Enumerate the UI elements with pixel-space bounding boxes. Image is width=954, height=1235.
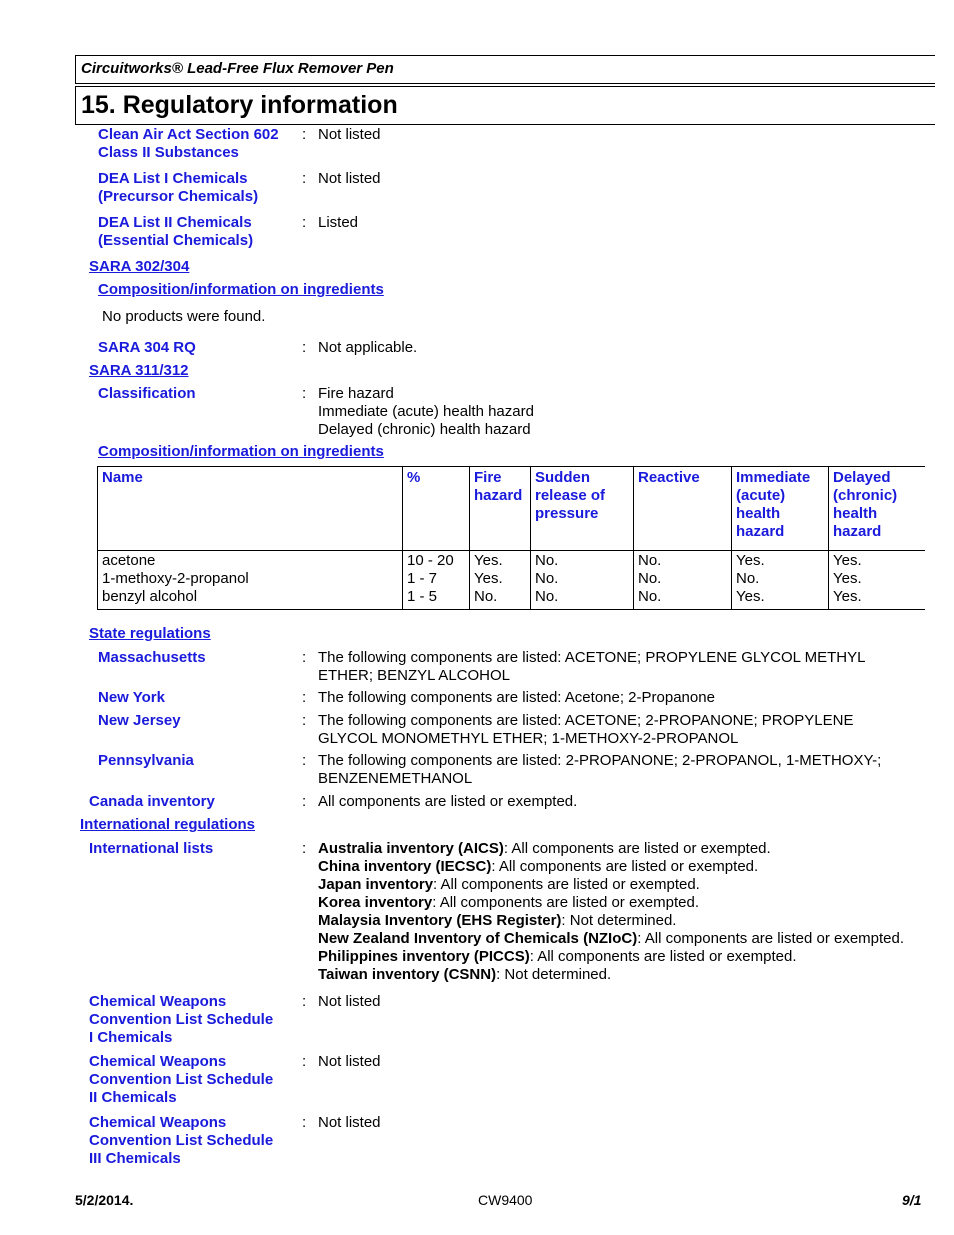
- new-york-value: The following components are listed: Acetone; 2-Propanone: [318, 689, 715, 706]
- classification-values: Fire hazard Immediate (acute) health hazard Delayed (chronic) health hazard: [318, 385, 534, 438]
- sara304-rq-label: SARA 304 RQ: [98, 339, 196, 356]
- colon: :: [302, 793, 307, 810]
- colon: :: [302, 1114, 307, 1131]
- colon: :: [302, 840, 307, 857]
- product-header: [75, 55, 935, 84]
- product-name: Circuitworks® Lead-Free Flux Remover Pen: [81, 60, 394, 77]
- new-jersey-value: The following components are listed: ACETONE; 2-PROPANONE; PROPYLENE GLYCOL MONOMETHYL ETHER; 1-METHOXY-2-PROPANOL: [318, 712, 854, 747]
- sara304-rq-value: Not applicable.: [318, 339, 418, 356]
- section-header: [75, 86, 935, 125]
- international-lists-values: [318, 840, 938, 984]
- col-header-fire: Fire hazard: [470, 467, 531, 551]
- international-regulations-heading[interactable]: International regulations: [80, 816, 256, 833]
- colon: :: [302, 1053, 307, 1070]
- dea2-label: DEA List II Chemicals (Essential Chemicals): [98, 214, 254, 249]
- colon: :: [302, 752, 307, 769]
- new-york-label: New York: [98, 689, 165, 706]
- massachusetts-value: The following components are listed: ACETONE; PROPYLENE GLYCOL METHYL ETHER; BENZYL ALCOHOL: [318, 649, 866, 684]
- colon: :: [302, 993, 307, 1010]
- footer-date: 5/2/2014.: [75, 1192, 134, 1208]
- footer-page: 9/1: [902, 1192, 922, 1208]
- col-header-sudden: Sudden release of pressure: [531, 467, 634, 551]
- col-header-name: Name: [98, 467, 403, 551]
- list-item: Korea inventory: All components are listed or exempted.: [318, 894, 700, 911]
- cell-delayed: Yes. Yes. Yes.: [829, 551, 926, 610]
- cw-schedule-2-value: Not listed: [318, 1053, 381, 1070]
- state-regulations-heading[interactable]: State regulations: [89, 625, 211, 642]
- canada-inventory-label: Canada inventory: [89, 793, 215, 810]
- pennsylvania-value: The following components are listed: 2-PROPANONE; 2-PROPANOL, 1-METHOXY-; BENZENEMETHANOL: [318, 752, 882, 787]
- colon: :: [302, 339, 307, 356]
- colon: :: [302, 689, 307, 706]
- hazard-table: [97, 466, 925, 610]
- international-lists-label: International lists: [89, 840, 214, 857]
- footer-code: CW9400: [478, 1192, 533, 1208]
- dea1-value: Not listed: [318, 170, 381, 187]
- dea1-label: DEA List I Chemicals (Precursor Chemicals): [98, 170, 259, 205]
- cell-fire: Yes. Yes. No.: [470, 551, 531, 610]
- pennsylvania-label: Pennsylvania: [98, 752, 194, 769]
- colon: :: [302, 649, 307, 666]
- col-header-percent: %: [403, 467, 470, 551]
- col-header-reactive: Reactive: [634, 467, 732, 551]
- list-item: New Zealand Inventory of Chemicals (NZIoC): All components are listed or exempted.: [318, 930, 905, 947]
- cw-schedule-3-value: Not listed: [318, 1114, 381, 1131]
- cw-schedule-2-label: Chemical Weapons Convention List Schedule II Chemicals: [89, 1053, 274, 1106]
- colon: :: [302, 214, 307, 231]
- list-item: Philippines inventory (PICCS): All components are listed or exempted.: [318, 948, 797, 965]
- cell-sudden: No. No. No.: [531, 551, 634, 610]
- cell-reactive: No. No. No.: [634, 551, 732, 610]
- cell-name: acetone 1-methoxy-2-propanol benzyl alcohol: [98, 551, 403, 610]
- sara311-composition-link[interactable]: Composition/information on ingredients: [98, 443, 384, 460]
- sara302-heading[interactable]: SARA 302/304: [89, 258, 190, 275]
- col-header-immediate: Immediate (acute) health hazard: [732, 467, 829, 551]
- table-header-row: [98, 467, 926, 551]
- list-item: China inventory (IECSC): All components are listed or exempted.: [318, 858, 759, 875]
- colon: :: [302, 385, 307, 402]
- classification-label: Classification: [98, 385, 196, 402]
- no-products-text: No products were found.: [102, 308, 266, 325]
- table-row: [98, 551, 926, 610]
- list-item: Japan inventory: All components are listed or exempted.: [318, 876, 700, 893]
- list-item: Taiwan inventory (CSNN): Not determined.: [318, 966, 612, 983]
- caa-label: Clean Air Act Section 602 Class II Substances: [98, 126, 279, 161]
- sara311-heading[interactable]: SARA 311/312: [89, 362, 189, 379]
- canada-inventory-value: All components are listed or exempted.: [318, 793, 578, 810]
- section-title: 15. Regulatory information: [81, 91, 398, 119]
- new-jersey-label: New Jersey: [98, 712, 181, 729]
- colon: :: [302, 170, 307, 187]
- list-item: Malaysia Inventory (EHS Register): Not determined.: [318, 912, 677, 929]
- colon: :: [302, 712, 307, 729]
- cw-schedule-1-label: Chemical Weapons Convention List Schedule I Chemicals: [89, 993, 274, 1046]
- cw-schedule-1-value: Not listed: [318, 993, 381, 1010]
- colon: :: [302, 126, 307, 143]
- massachusetts-label: Massachusetts: [98, 649, 206, 666]
- list-item: Australia inventory (AICS): All components are listed or exempted.: [318, 840, 771, 857]
- cw-schedule-3-label: Chemical Weapons Convention List Schedule III Chemicals: [89, 1114, 274, 1167]
- col-header-delayed: Delayed (chronic) health hazard: [829, 467, 926, 551]
- cell-percent: 10 - 20 1 - 7 1 - 5: [403, 551, 470, 610]
- sara302-composition-link[interactable]: Composition/information on ingredients: [98, 281, 384, 298]
- dea2-value: Listed: [318, 214, 359, 231]
- cell-immediate: Yes. No. Yes.: [732, 551, 829, 610]
- caa-value: Not listed: [318, 126, 381, 143]
